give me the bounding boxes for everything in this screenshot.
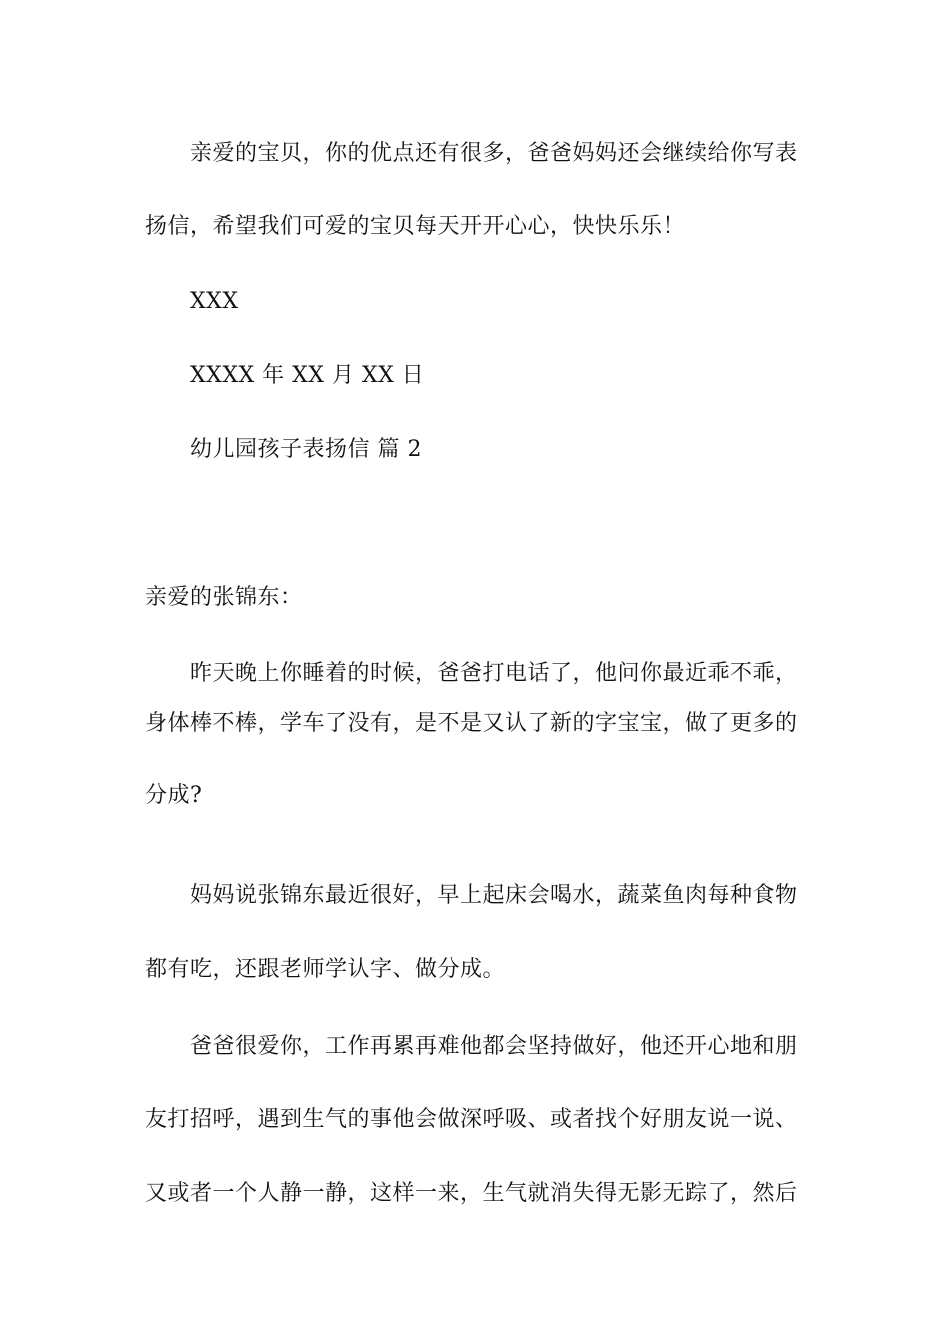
paragraph-4-line-3: 又或者一个人静一静，这样一来，生气就消失得无影无踪了，然后 — [145, 1181, 798, 1206]
paragraph-2-line-2: 身体棒不棒，学车了没有，是不是又认了新的字宝宝，做了更多的 — [145, 711, 798, 736]
paragraph-3-line-2: 都有吃，还跟老师学认字、做分成。 — [145, 957, 506, 982]
paragraph-2-line-3: 分成? — [145, 783, 203, 808]
paragraph-3-line-1: 妈妈说张锦东最近很好，早上起床会喝水，蔬菜鱼肉每种食物 — [190, 883, 798, 908]
section-title: 幼儿园孩子表扬信 篇 2 — [190, 437, 422, 462]
date: XXXX 年 XX 月 XX 日 — [190, 363, 425, 388]
paragraph-4-line-1: 爸爸很爱你，工作再累再难他都会坚持做好，他还开心地和朋 — [190, 1034, 798, 1059]
salutation: 亲爱的张锦东： — [145, 585, 303, 610]
signature: XXX — [190, 289, 239, 314]
paragraph-2-line-1: 昨天晚上你睡着的时候，爸爸打电话了，他问你最近乖不乖， — [190, 661, 798, 686]
paragraph-1-line-2: 扬信，希望我们可爱的宝贝每天开开心心，快快乐乐！ — [145, 214, 686, 239]
paragraph-4-line-2: 友打招呼，遇到生气的事他会做深呼吸、或者找个好朋友说一说、 — [145, 1107, 798, 1132]
paragraph-1-line-1: 亲爱的宝贝，你的优点还有很多，爸爸妈妈还会继续给你写表 — [190, 141, 798, 166]
